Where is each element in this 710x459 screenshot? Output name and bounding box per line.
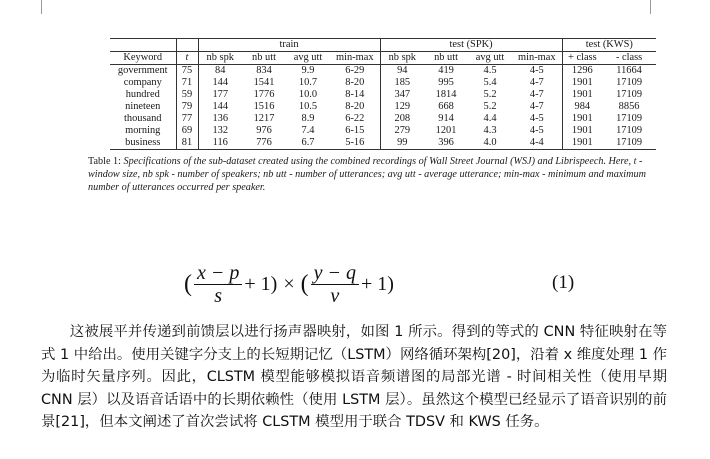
table-cell: 208 (394, 113, 411, 124)
table-cell: 396 (424, 137, 468, 150)
equation-fraction-x (194, 262, 242, 307)
table-column-header: nb spk (380, 52, 424, 65)
table-group-header-train: train (198, 39, 380, 52)
table-column-header: nb utt (242, 52, 286, 65)
table-cell: 914 (438, 113, 454, 124)
body-paragraph: 这被展平并传递到前馈层以进行扬声器映射，如图 1 所示。得到的等式的 CNN 特征映射在等式 1 中给出。使用关键字分支上的长短期记忆（LSTM）网络循环架构[20]，沿着 x 维度处理 1 作为临时矢量序列。因此，CLSTM 模型能够模拟语音频谱图的局部光谱 - 时间相关性（使用早期 CNN 层）以及语音话语中的长期依赖性（使用 LSTM 层）。虽然这个模型已经显示了语音识别的前景[21]，但本文阐述了首次尝试将 CLSTM 模型用于联合 TDSV 和 KWS 任务。 (41, 324, 667, 431)
table-cell: 8-20 (330, 101, 380, 113)
table-cell: 144 (212, 77, 229, 88)
table-cell: 132 (212, 125, 229, 136)
table-cell: 347 (394, 89, 411, 100)
table-cell: nineteen (110, 101, 176, 113)
table-cell: 976 (256, 125, 272, 136)
equation-number: (1) (552, 272, 575, 293)
table-cell: 1516 (253, 101, 275, 112)
equation-fraction-y (311, 262, 359, 307)
table-cell: 8-14 (330, 89, 380, 101)
table-column-header: min-max (512, 52, 562, 65)
table-cell: 1541 (253, 77, 275, 88)
table-cell: 4-5 (512, 65, 562, 78)
table-cell: 17109 (616, 89, 643, 100)
table-cell: 279 (394, 125, 411, 136)
table-cell: 776 (242, 137, 286, 150)
table-cell: 1296 (571, 65, 593, 76)
equation-1 (184, 258, 604, 310)
table-cell: 11664 (616, 65, 642, 76)
table-row (110, 125, 656, 137)
table-cell: 1901 (571, 113, 593, 124)
page-corner-mark-right (650, 0, 651, 14)
table-cell: 6-22 (330, 113, 380, 125)
table-cell: 5.4 (483, 77, 497, 88)
table-cell: 4-5 (512, 113, 562, 125)
table-cell: 7.4 (301, 125, 315, 136)
equation-denominator-v: v (330, 284, 340, 307)
table-cell: 6.7 (286, 137, 330, 150)
table-cell: 1814 (435, 89, 457, 100)
equation-open-paren: ( (184, 271, 192, 297)
table-group-header-empty (176, 39, 198, 52)
equation-denominator-s: s (214, 284, 223, 307)
table-cell: 1901 (571, 89, 593, 100)
table-group-header-test-kws: test (KWS) (562, 39, 656, 52)
table-cell: 668 (438, 101, 454, 112)
dataset-table-container (110, 38, 656, 150)
table-cell: 9.9 (301, 65, 315, 76)
table-row (110, 113, 656, 125)
table-cell: 17109 (616, 125, 643, 136)
table-row (110, 101, 656, 113)
equation-open-paren: ( (300, 271, 309, 297)
table-column-header: t (176, 52, 198, 65)
table-cell: 8-20 (330, 77, 380, 89)
table-column-header: avg utt (468, 52, 512, 65)
table-cell: 17109 (616, 77, 643, 88)
table-cell: 10.5 (298, 101, 318, 112)
table-cell: 1901 (562, 137, 602, 150)
page-corner-mark-left (41, 0, 42, 14)
table-cell: 17109 (616, 113, 643, 124)
equation-numerator-x: x − p (194, 262, 242, 285)
table-cell: 10.7 (298, 77, 318, 88)
table-cell: 1901 (571, 77, 593, 88)
table-cell: 5.2 (483, 89, 497, 100)
table-cell: 84 (215, 65, 226, 76)
table-column-header: avg utt (286, 52, 330, 65)
table-cell: 4.3 (483, 125, 497, 136)
table-column-header: Keyword (110, 52, 176, 65)
table-cell: 4.4 (483, 113, 497, 124)
table-cell: 5.2 (483, 101, 497, 112)
table-cell: 116 (198, 137, 242, 150)
table-cell: 1201 (435, 125, 457, 136)
table-row (110, 89, 656, 101)
table-cell: 5-16 (330, 137, 380, 150)
table-cell: 4-7 (512, 77, 562, 89)
table-cell: 4-7 (512, 89, 562, 101)
table-cell: 8.9 (301, 113, 315, 124)
table-cell: 185 (394, 77, 411, 88)
table-cell: 81 (176, 137, 198, 150)
table-cell: 17109 (602, 137, 656, 150)
table-column-header: + class (562, 52, 602, 65)
table-cell: 1217 (253, 113, 275, 124)
equation-plus-one: + 1) (360, 272, 394, 295)
table-group-header-test-spk: test (SPK) (380, 39, 562, 52)
table-column-header: nb utt (424, 52, 468, 65)
table-cell: 77 (176, 113, 198, 125)
table-cell: 984 (574, 101, 591, 112)
table-cell: hundred (110, 89, 176, 101)
table-cell: government (110, 65, 176, 78)
table-cell: 136 (212, 113, 229, 124)
table-cell: 6-15 (330, 125, 380, 137)
table-column-header: nb spk (198, 52, 242, 65)
table-cell: 4-7 (512, 101, 562, 113)
table-cell: 99 (380, 137, 424, 150)
table-group-header-empty (110, 39, 176, 52)
equation-times: × (283, 272, 295, 295)
equation-plus-one: + 1) (244, 272, 278, 295)
table-cell: 4-5 (512, 125, 562, 137)
table-group-header-row (110, 39, 656, 52)
table-cell: 69 (176, 125, 198, 137)
table-cell: 834 (256, 65, 272, 76)
table-cell: 6-29 (330, 65, 380, 78)
table-cell: 144 (212, 101, 229, 112)
table-cell: 177 (212, 89, 229, 100)
table-cell: 1901 (571, 125, 593, 136)
table-column-header-row (110, 52, 656, 65)
table-cell: 94 (397, 65, 408, 76)
table-cell: 419 (438, 65, 454, 76)
table-cell: 4.5 (483, 65, 497, 76)
table-cell: 1776 (253, 89, 275, 100)
table-cell: morning (110, 125, 176, 137)
table-row (110, 77, 656, 89)
table-cell: 129 (394, 101, 411, 112)
table-cell: 10.0 (298, 89, 318, 100)
table-cell: business (110, 137, 176, 150)
table-cell: 59 (176, 89, 198, 101)
table-cell: 4.0 (468, 137, 512, 150)
table-row (110, 137, 656, 150)
table-caption-label: Table 1: (88, 156, 121, 167)
table-cell: 79 (176, 101, 198, 113)
table-column-header: - class (602, 52, 656, 65)
table-cell: company (110, 77, 176, 89)
table-row (110, 65, 656, 78)
table-column-header: min-max (330, 52, 380, 65)
table-caption-text: Specifications of the sub-dataset created using the combined recordings of Wall Street Journal (WSJ) and Librispeech. Here, t - window size, nb spk - number of speakers; nb utt - number of utterances; avg utt - average utterance; min-max - minimum and maximum number of utterances occurred per speaker. (88, 156, 646, 193)
table-cell: 4-4 (512, 137, 562, 150)
equation-numerator-y: y − q (311, 262, 359, 285)
table-cell: 8856 (618, 101, 640, 112)
table-cell: thousand (110, 113, 176, 125)
table-cell: 75 (176, 65, 198, 78)
table-cell: 71 (176, 77, 198, 89)
table-caption (88, 155, 676, 194)
dataset-specification-table (110, 38, 656, 150)
table-body (110, 65, 656, 150)
table-cell: 995 (438, 77, 454, 88)
